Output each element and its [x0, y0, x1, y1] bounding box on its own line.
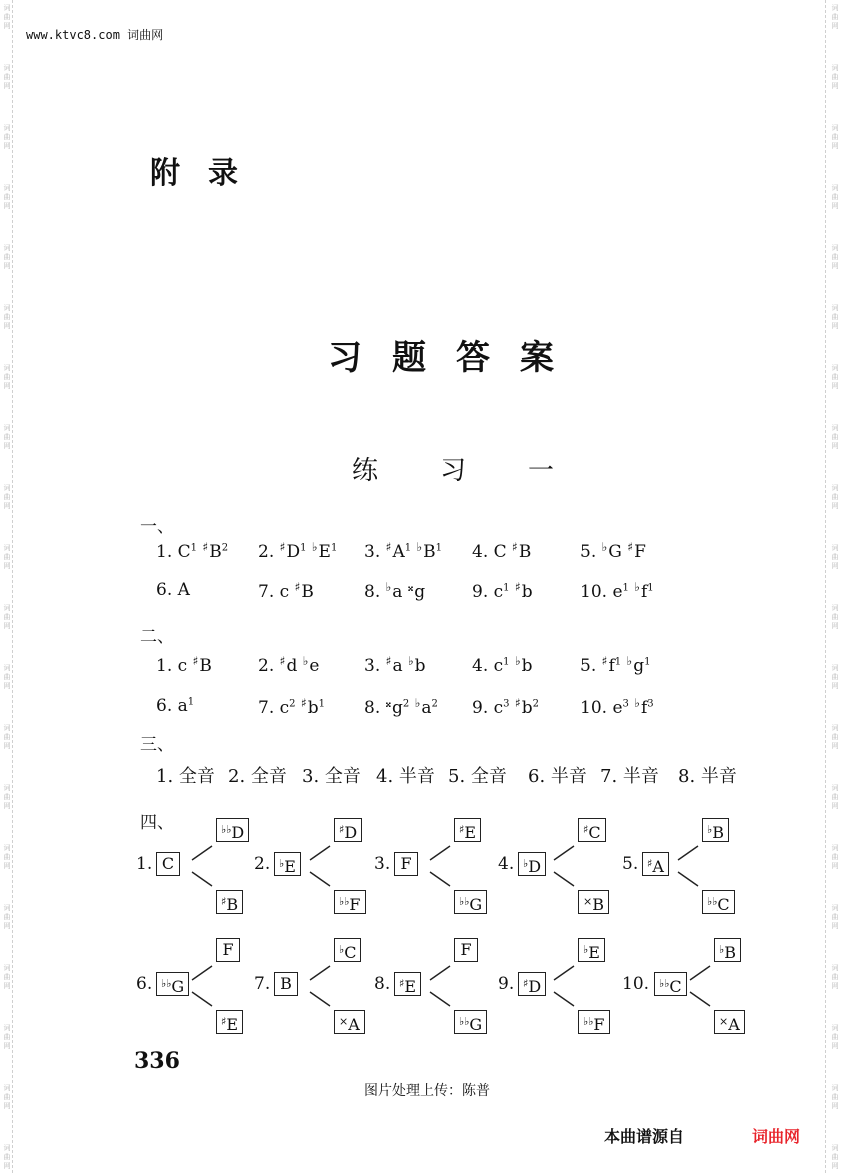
- accidental-mark: ♭: [719, 943, 725, 956]
- accidental-mark: ×: [339, 1015, 349, 1028]
- tree-branch: [192, 872, 212, 886]
- note-letter: E: [404, 977, 417, 996]
- octave-mark: 1: [644, 656, 651, 668]
- note-letter: C: [344, 943, 357, 962]
- center-note-box: [518, 852, 546, 876]
- answer-number: 7.: [258, 698, 280, 718]
- accidental-mark: ♭: [414, 696, 421, 710]
- accidental-mark: ♭: [634, 580, 640, 594]
- note-letter: D: [286, 542, 301, 562]
- note-letter: b: [521, 698, 533, 718]
- answer-number: 8.: [364, 582, 386, 602]
- accidental-mark: ♭: [416, 540, 423, 554]
- accidental-mark: ♯: [647, 857, 653, 870]
- accidental-mark: ♭♭: [459, 895, 470, 908]
- note-letter: a: [392, 582, 403, 602]
- tree-branch: [678, 846, 698, 860]
- tree-branch: [192, 992, 212, 1006]
- section-two-label: 二、: [140, 627, 174, 647]
- accidental-mark: ♭: [302, 654, 309, 668]
- lower-note-box: [454, 890, 487, 914]
- tree-branch: [430, 966, 450, 980]
- tree-number: 4.: [498, 854, 515, 874]
- tree-branch: [690, 966, 710, 980]
- note-letter: B: [209, 542, 222, 562]
- octave-mark: 3: [622, 698, 629, 710]
- answer-number: 3.: [364, 656, 386, 676]
- octave-mark: 1: [503, 582, 510, 594]
- accidental-mark: ♭: [514, 654, 521, 668]
- tree-branch: [310, 872, 330, 886]
- accidental-mark: ♭: [707, 823, 713, 836]
- accidental-mark: ♯: [221, 895, 227, 908]
- watermark-mark: 词 曲 网: [3, 364, 11, 390]
- upper-note-box: [454, 938, 478, 962]
- note-letter: E: [588, 943, 600, 962]
- octave-mark: 3: [503, 698, 510, 710]
- interval-answer: 4. 半音: [376, 766, 435, 787]
- interval-answer: 6. 半音: [528, 766, 587, 787]
- octave-mark: 1: [318, 698, 326, 710]
- center-note-box: [156, 852, 180, 876]
- note-letter: c: [493, 582, 504, 602]
- note-letter: g: [633, 656, 645, 676]
- note-letter: C: [493, 542, 507, 562]
- tree-number: 10.: [622, 974, 650, 994]
- accidental-mark: ♯: [300, 696, 307, 710]
- accidental-mark: ♭: [601, 540, 608, 554]
- tree-branch: [430, 992, 450, 1006]
- watermark-mark: 词 曲 网: [3, 604, 11, 630]
- center-note-box: [274, 852, 301, 876]
- tree-branch: [192, 846, 212, 860]
- watermark-mark: 词 曲 网: [3, 724, 11, 750]
- watermark-mark: 词 曲 网: [3, 1144, 11, 1170]
- watermark-mark: 词 曲 网: [831, 904, 839, 930]
- watermark-mark: 词 曲 网: [3, 904, 11, 930]
- octave-mark: 1: [647, 582, 654, 594]
- accidental-mark: ♭♭: [339, 895, 350, 908]
- note-letter: D: [528, 977, 542, 996]
- octave-mark: 1: [187, 696, 195, 708]
- upper-note-box: [578, 938, 605, 962]
- note-letter: B: [592, 895, 604, 914]
- note-letter: b: [414, 656, 426, 676]
- watermark-mark: 词 曲 网: [831, 664, 839, 690]
- note-letter: f: [608, 656, 615, 676]
- accidental-mark: ♯: [279, 654, 286, 668]
- tree-number: 5.: [622, 854, 639, 874]
- octave-mark: 1: [404, 542, 412, 554]
- watermark-mark: 词 曲 网: [3, 424, 11, 450]
- octave-mark: 1: [330, 542, 338, 554]
- upper-note-box: [334, 818, 362, 842]
- note-letter: A: [348, 1015, 360, 1034]
- tree-branch: [430, 872, 450, 886]
- octave-mark: 3: [647, 698, 654, 710]
- note-letter: F: [460, 940, 472, 959]
- interval-answer: 7. 半音: [600, 766, 659, 787]
- watermark-mark: 词 曲 网: [831, 724, 839, 750]
- section-three-label: 三、: [140, 735, 174, 755]
- accidental-mark: ♭♭: [459, 1015, 470, 1028]
- accidental-mark: ×: [583, 895, 593, 908]
- watermark-mark: 词 曲 网: [831, 484, 839, 510]
- note-letter: A: [392, 542, 405, 562]
- lower-note-box: [216, 1010, 243, 1034]
- lower-note-box: [578, 1010, 610, 1034]
- tree-number: 8.: [374, 974, 391, 994]
- accidental-mark: ♯: [202, 540, 209, 554]
- note-letter: b: [307, 698, 319, 718]
- accidental-mark: 𝄪: [385, 696, 392, 710]
- octave-mark: 1: [622, 582, 629, 594]
- interval-answer: 1. 全音: [156, 766, 215, 787]
- interval-answer: 8. 半音: [678, 766, 737, 787]
- accidental-mark: ♭♭: [659, 977, 670, 990]
- watermark-mark: 词 曲 网: [3, 4, 11, 30]
- accidental-mark: ♯: [583, 823, 589, 836]
- note-letter: B: [226, 895, 239, 914]
- note-letter: E: [464, 823, 477, 842]
- section-four-label: 四、: [140, 813, 174, 833]
- note-letter: D: [231, 823, 245, 842]
- tree-branch: [554, 992, 574, 1006]
- watermark-mark: 词 曲 网: [831, 844, 839, 870]
- center-note-box: [518, 972, 546, 996]
- note-letter: C: [588, 823, 601, 842]
- note-letter: f: [640, 582, 648, 602]
- interval-answer: 5. 全音: [448, 766, 507, 787]
- note-letter: F: [593, 1015, 605, 1034]
- accidental-mark: ♯: [399, 977, 405, 990]
- note-letter: E: [226, 1015, 239, 1034]
- note-letter: B: [712, 823, 724, 842]
- upper-note-box: [216, 938, 240, 962]
- tree-branch: [430, 846, 450, 860]
- accidental-mark: ♭: [385, 580, 392, 594]
- note-letter: B: [301, 582, 314, 602]
- accidental-mark: ♭♭: [221, 823, 232, 836]
- note-letter: E: [284, 857, 296, 876]
- note-letter: a: [392, 656, 403, 676]
- accidental-mark: ♯: [627, 540, 634, 554]
- note-letter: B: [199, 656, 212, 676]
- tree-branch: [310, 846, 330, 860]
- note-letter: C: [177, 542, 191, 562]
- accidental-mark: ♭: [626, 654, 633, 668]
- upper-note-box: [216, 818, 249, 842]
- answer-number: 10.: [580, 698, 613, 718]
- answer-number: 4.: [472, 542, 494, 562]
- exercise-heading: 练习一: [352, 456, 617, 486]
- watermark-mark: 词 曲 网: [831, 1084, 839, 1110]
- watermark-mark: 词 曲 网: [3, 1024, 11, 1050]
- accidental-mark: ♭♭: [583, 1015, 594, 1028]
- watermark-mark: 词 曲 网: [831, 1144, 839, 1170]
- watermark-mark: 词 曲 网: [3, 784, 11, 810]
- watermark-mark: 词 曲 网: [3, 184, 11, 210]
- tree-branch: [690, 992, 710, 1006]
- note-letter: c: [279, 582, 290, 602]
- note-letter: g: [414, 582, 426, 602]
- note-letter: c: [279, 698, 290, 718]
- octave-mark: 1: [300, 542, 307, 554]
- accidental-mark: ♭: [279, 857, 285, 870]
- octave-mark: 1: [435, 542, 443, 554]
- upper-note-box: [702, 818, 729, 842]
- note-letter: D: [344, 823, 358, 842]
- tree-number: 9.: [498, 974, 515, 994]
- note-letter: A: [177, 580, 190, 600]
- center-note-box: [274, 972, 298, 996]
- note-letter: A: [728, 1015, 740, 1034]
- interval-answer: 2. 全音: [228, 766, 287, 787]
- center-note-box: [156, 972, 189, 996]
- note-letter: B: [280, 974, 292, 993]
- note-letter: C: [669, 977, 682, 996]
- note-letter: D: [528, 857, 542, 876]
- note-letter: B: [518, 542, 532, 562]
- octave-mark: 2: [402, 698, 410, 710]
- tree-number: 7.: [254, 974, 271, 994]
- section-one-label: 一、: [140, 517, 174, 537]
- watermark-mark: 词 曲 网: [831, 424, 839, 450]
- upper-note-box: [578, 818, 606, 842]
- note-letter: b: [521, 656, 533, 676]
- answer-number: 8.: [364, 698, 386, 718]
- lower-note-box: [334, 890, 366, 914]
- upper-note-box: [714, 938, 741, 962]
- watermark-mark: 词 曲 网: [831, 184, 839, 210]
- watermark-mark: 词 曲 网: [831, 1024, 839, 1050]
- tree-branch: [192, 966, 212, 980]
- watermark-mark: 词 曲 网: [3, 64, 11, 90]
- watermark-mark: 词 曲 网: [831, 784, 839, 810]
- watermark-mark: 词 曲 网: [3, 244, 11, 270]
- accidental-mark: ♭♭: [707, 895, 718, 908]
- watermark-mark: 词 曲 网: [3, 664, 11, 690]
- note-letter: c: [493, 698, 504, 718]
- lower-note-box: [578, 890, 609, 914]
- accidental-mark: ♯: [385, 654, 392, 668]
- accidental-mark: 𝄪: [407, 580, 414, 594]
- upper-note-box: [334, 938, 361, 962]
- accidental-mark: ♯: [459, 823, 465, 836]
- interval-answer: 3. 全音: [302, 766, 361, 787]
- answer-number: 1.: [156, 656, 178, 676]
- note-letter: F: [400, 854, 412, 873]
- accidental-mark: ♭: [339, 943, 345, 956]
- tree-number: 3.: [374, 854, 391, 874]
- note-letter: d: [286, 656, 298, 676]
- answer-number: 5.: [580, 542, 602, 562]
- accidental-mark: ♭: [583, 943, 589, 956]
- accidental-mark: ♯: [523, 977, 529, 990]
- watermark-mark: 词 曲 网: [3, 544, 11, 570]
- lower-note-box: [714, 1010, 745, 1034]
- note-letter: b: [521, 582, 533, 602]
- answer-number: 7.: [258, 582, 280, 602]
- note-letter: C: [717, 895, 730, 914]
- footer-source-label: 本曲谱源自: [604, 1127, 685, 1146]
- accidental-mark: ×: [719, 1015, 729, 1028]
- center-note-box: [394, 972, 421, 996]
- note-letter: F: [222, 940, 234, 959]
- note-letter: G: [469, 1015, 483, 1034]
- tree-branch: [678, 872, 698, 886]
- note-letter: G: [171, 977, 185, 996]
- tree-number: 2.: [254, 854, 271, 874]
- page-title: 习题答案: [328, 338, 584, 378]
- lower-note-box: [702, 890, 735, 914]
- octave-mark: 2: [221, 542, 229, 554]
- note-letter: c: [493, 656, 504, 676]
- watermark-mark: 词 曲 网: [3, 484, 11, 510]
- note-letter: g: [392, 698, 403, 718]
- note-letter: c: [177, 656, 188, 676]
- answer-number: 3.: [364, 542, 386, 562]
- lower-note-box: [454, 1010, 487, 1034]
- answer-number: 2.: [258, 542, 280, 562]
- accidental-mark: ♯: [512, 540, 518, 554]
- center-note-box: [642, 852, 669, 876]
- accidental-mark: ♭: [634, 696, 640, 710]
- tree-branch: [554, 872, 574, 886]
- watermark-mark: 词 曲 网: [831, 4, 839, 30]
- note-letter: a: [177, 696, 188, 716]
- note-letter: C: [161, 854, 175, 873]
- credit-line: 图片处理上传：陈普: [364, 1083, 490, 1099]
- note-letter: e: [612, 582, 623, 602]
- upper-note-box: [454, 818, 481, 842]
- watermark-mark: 词 曲 网: [831, 604, 839, 630]
- center-note-box: [654, 972, 687, 996]
- tree-number: 6.: [136, 974, 153, 994]
- octave-mark: 1: [614, 656, 622, 668]
- note-letter: G: [469, 895, 483, 914]
- note-letter: f: [640, 698, 648, 718]
- watermark-mark: 词 曲 网: [3, 964, 11, 990]
- accidental-mark: ♯: [279, 540, 286, 554]
- watermark-mark: 词 曲 网: [831, 304, 839, 330]
- tree-branch: [554, 846, 574, 860]
- accidental-mark: ♯: [514, 580, 521, 594]
- watermark-mark: 词 曲 网: [3, 1084, 11, 1110]
- watermark-mark: 词 曲 网: [3, 304, 11, 330]
- center-note-box: [394, 852, 418, 876]
- note-letter: F: [349, 895, 361, 914]
- watermark-mark: 词 曲 网: [831, 544, 839, 570]
- site-header[interactable]: www.ktvc8.com 词曲网: [26, 28, 164, 42]
- answer-number: 4.: [472, 656, 494, 676]
- octave-mark: 2: [431, 698, 438, 710]
- tree-number: 1.: [136, 854, 153, 874]
- note-letter: B: [423, 542, 436, 562]
- answer-number: 10.: [580, 582, 613, 602]
- note-letter: E: [318, 542, 331, 562]
- note-letter: e: [309, 656, 320, 676]
- watermark-mark: 词 曲 网: [831, 364, 839, 390]
- answer-number: 6.: [156, 580, 178, 600]
- accidental-mark: ♯: [221, 1015, 227, 1028]
- accidental-mark: ♭: [311, 540, 318, 554]
- accidental-mark: ♯: [294, 580, 301, 594]
- accidental-mark: ♭♭: [161, 977, 172, 990]
- answer-number: 2.: [258, 656, 280, 676]
- accidental-mark: ♯: [339, 823, 345, 836]
- watermark-mark: 词 曲 网: [831, 244, 839, 270]
- note-letter: G: [608, 542, 622, 562]
- footer-brand[interactable]: 词曲网: [752, 1127, 801, 1146]
- lower-note-box: [216, 890, 243, 914]
- watermark-mark: 词 曲 网: [3, 844, 11, 870]
- tree-branch: [554, 966, 574, 980]
- note-letter: A: [652, 857, 664, 876]
- note-letter: F: [634, 542, 646, 562]
- octave-mark: 2: [532, 698, 540, 710]
- accidental-mark: ♯: [601, 654, 608, 668]
- answer-number: 9.: [472, 582, 494, 602]
- watermark-mark: 词 曲 网: [831, 124, 839, 150]
- answer-number: 6.: [156, 696, 178, 716]
- accidental-mark: ♭: [523, 857, 529, 870]
- answer-number: 1.: [156, 542, 178, 562]
- octave-mark: 1: [190, 542, 198, 554]
- watermark-mark: 词 曲 网: [3, 124, 11, 150]
- note-letter: B: [724, 943, 736, 962]
- note-letter: a: [421, 698, 432, 718]
- answer-number: 9.: [472, 698, 494, 718]
- watermark-mark: 词 曲 网: [831, 64, 839, 90]
- page-number: 336: [134, 1048, 180, 1074]
- accidental-mark: ♯: [385, 540, 392, 554]
- accidental-mark: ♯: [514, 696, 521, 710]
- lower-note-box: [334, 1010, 365, 1034]
- watermark-mark: 词 曲 网: [831, 964, 839, 990]
- accidental-mark: ♭: [407, 654, 414, 668]
- accidental-mark: ♯: [192, 654, 199, 668]
- note-letter: e: [612, 698, 623, 718]
- octave-mark: 2: [289, 698, 296, 710]
- answer-number: 5.: [580, 656, 602, 676]
- appendix-heading: 附录: [150, 156, 266, 191]
- tree-branch: [310, 966, 330, 980]
- octave-mark: 1: [503, 656, 510, 668]
- tree-branch: [310, 992, 330, 1006]
